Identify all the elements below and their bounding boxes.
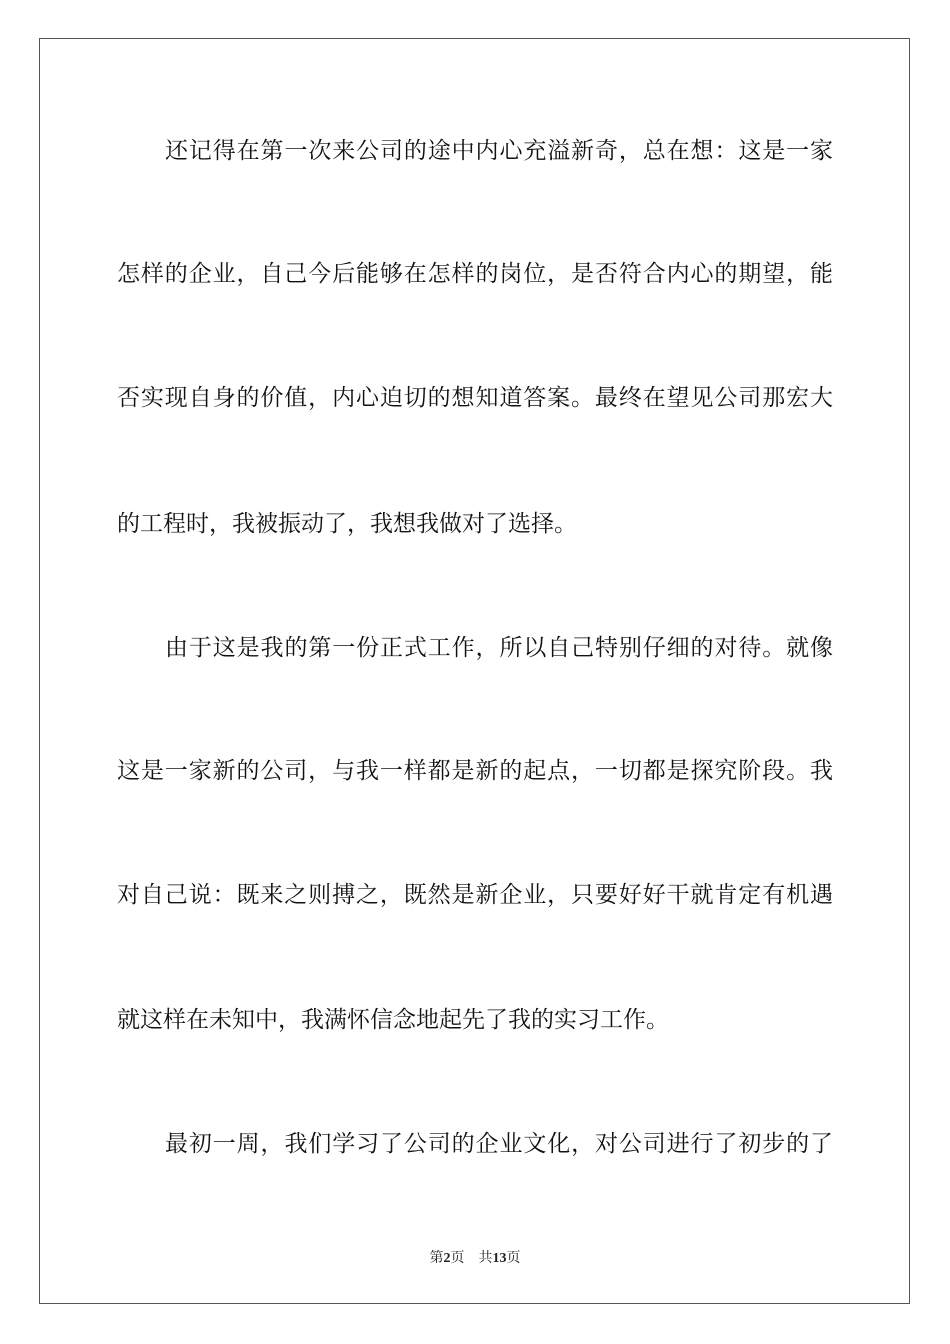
paragraph-1-line-4: 的工程时，我被振动了，我想我做对了选择。 [117, 511, 577, 537]
paragraph-1-line-1: 还记得在第一次来公司的途中内心充溢新奇，总在想：这是一家 [165, 138, 833, 164]
paragraph-2-line-3: 对自己说：既来之则搏之，既然是新企业，只要好好干就肯定有机遇 [117, 882, 833, 908]
page-footer [0, 1248, 950, 1269]
total-label-suffix: 页 [506, 1250, 521, 1266]
page-frame [39, 38, 910, 1304]
paragraph-2-line-4: 就这样在未知中，我满怀信念地起先了我的实习工作。 [117, 1007, 669, 1033]
total-label-prefix: 共 [478, 1250, 493, 1266]
page-label-suffix: 页 [450, 1250, 465, 1266]
page-number: 2 [443, 1251, 451, 1266]
paragraph-3-line-1: 最初一周，我们学习了公司的企业文化，对公司进行了初步的了 [165, 1131, 833, 1157]
paragraph-2-line-2: 这是一家新的公司，与我一样都是新的起点，一切都是探究阶段。我 [117, 758, 833, 784]
page-label-prefix: 第 [429, 1250, 444, 1266]
paragraph-1-line-3: 否实现自身的价值，内心迫切的想知道答案。最终在望见公司那宏大 [117, 385, 833, 411]
paragraph-2-line-1: 由于这是我的第一份正式工作，所以自己特别仔细的对待。就像 [165, 635, 833, 661]
paragraph-1-line-2: 怎样的企业，自己今后能够在怎样的岗位，是否符合内心的期望，能 [117, 261, 833, 287]
total-pages: 13 [492, 1251, 507, 1266]
